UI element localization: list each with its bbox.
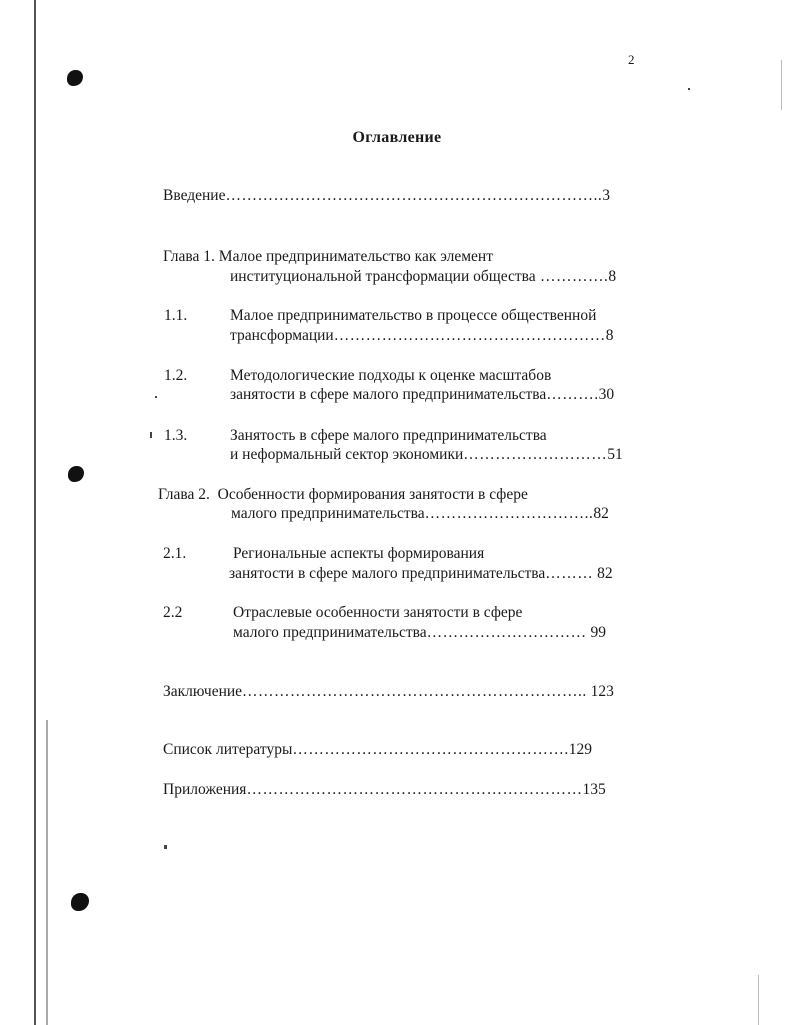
toc-label: Заключение xyxy=(163,683,243,700)
toc-leader-dots: ………………………….. xyxy=(424,505,594,522)
toc-entry-2-2-cont xyxy=(233,624,606,642)
toc-number: 1.1. xyxy=(164,307,188,324)
toc-number: Глава 2. xyxy=(158,486,210,503)
toc-title-line: занятости в сфере малого предпринимательства xyxy=(230,386,547,403)
toc-page: 82 xyxy=(597,565,613,582)
toc-title-line: институциональной трансформации общества xyxy=(230,268,536,285)
scan-edge-line xyxy=(781,60,782,110)
toc-page: 135 xyxy=(582,781,606,798)
toc-title-line: и неформальный сектор экономики xyxy=(230,446,464,463)
toc-number: 2.2 xyxy=(163,604,183,621)
toc-entry-1-1-cont xyxy=(230,327,613,345)
toc-leader-dots: …………. xyxy=(535,268,609,285)
toc-title-line: Методологические подходы к оценке масштабов xyxy=(230,367,552,384)
toc-page: 82 xyxy=(593,505,609,522)
scan-edge-line xyxy=(46,720,48,1025)
toc-entry-conclusion xyxy=(163,683,614,701)
scan-edge-line xyxy=(34,0,36,1025)
toc-entry-1-3-cont xyxy=(230,446,623,464)
punch-hole-mark xyxy=(68,466,84,482)
toc-label: Приложения xyxy=(163,781,247,798)
toc-number: 1.2. xyxy=(164,367,188,384)
toc-title-line: Занятость в сфере малого предпринимательства xyxy=(230,427,547,444)
punch-hole-mark xyxy=(67,70,83,86)
toc-page: 30 xyxy=(598,386,615,403)
toc-page: 51 xyxy=(607,446,623,463)
toc-entry-chapter-1 xyxy=(163,248,493,266)
toc-leader-dots: …………………………………………… xyxy=(333,327,606,344)
toc-leader-dots: ……………………………………………………… xyxy=(246,781,583,798)
toc-page: 3 xyxy=(602,187,610,204)
page-number: 2 xyxy=(628,52,635,67)
toc-page: 99 xyxy=(590,624,606,641)
toc-leader-dots: ……………………… xyxy=(463,446,608,463)
toc-number: 1.3. xyxy=(164,427,188,444)
toc-label: Список литературы xyxy=(163,741,293,758)
toc-leader-dots: ………. xyxy=(546,386,599,403)
toc-entry-chapter-2 xyxy=(158,486,528,504)
toc-title-line: трансформации xyxy=(230,327,334,344)
toc-title-line: малого предпринимательства xyxy=(231,505,425,522)
scan-speck xyxy=(150,432,152,438)
toc-entry-2-1-cont xyxy=(229,565,613,583)
toc-title-line: Малое предпринимательство как элемент xyxy=(218,248,493,265)
toc-title-line: малого предпринимательства xyxy=(233,624,427,641)
toc-leader-dots: ………………………… xyxy=(426,624,587,641)
toc-title-line: Региональные аспекты формирования xyxy=(233,545,485,562)
toc-entry-appendix xyxy=(163,781,606,799)
toc-leader-dots: ……………………………………………. xyxy=(292,741,569,758)
toc-entry-chapter-2-cont xyxy=(231,505,609,523)
toc-title-line: занятости в сфере малого предпринимательства xyxy=(229,565,546,582)
page-title: Оглавление xyxy=(352,129,442,146)
scan-speck xyxy=(164,845,167,849)
toc-number: Глава 1. xyxy=(163,248,215,265)
toc-entry-1-2-cont xyxy=(230,386,614,404)
toc-number: 2.1. xyxy=(163,545,187,562)
toc-leader-dots: …………………………………………………………….. xyxy=(225,187,603,204)
toc-page: 8 xyxy=(608,268,617,285)
punch-hole-mark xyxy=(71,893,89,911)
toc-title-line: Особенности формирования занятости в сфере xyxy=(217,486,528,503)
toc-leader-dots: ……… xyxy=(545,565,594,582)
scan-speck xyxy=(688,88,690,90)
toc-title-line: Малое предпринимательство в процессе общественной xyxy=(230,307,597,324)
scan-edge-line xyxy=(758,975,759,1025)
toc-title-line: Отраслевые особенности занятости в сфере xyxy=(233,604,523,621)
scan-speck xyxy=(155,396,157,398)
toc-leader-dots: ……………………………………………………….. xyxy=(242,683,587,700)
toc-entry-references xyxy=(163,741,592,759)
toc-page: 8 xyxy=(605,327,614,344)
toc-label: Введение xyxy=(163,187,226,204)
toc-entry-chapter-1-cont xyxy=(230,268,616,286)
toc-entry-intro xyxy=(163,187,610,205)
toc-page: 129 xyxy=(568,741,592,758)
toc-page: 123 xyxy=(590,683,614,700)
